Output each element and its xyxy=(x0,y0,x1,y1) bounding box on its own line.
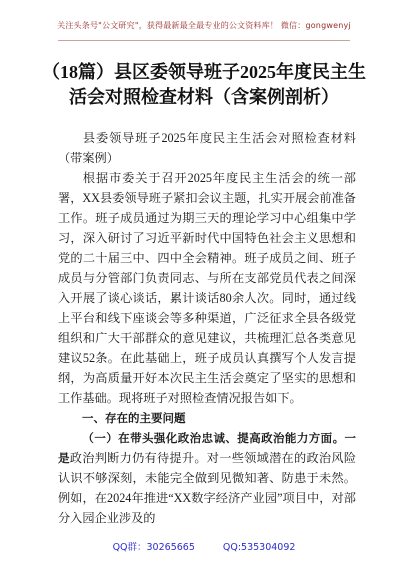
subheading: （一）在带头强化政治忠诚、提高政治能力方面。一是 xyxy=(58,431,356,465)
subtitle-text: 县委领导班子2025年度民主生活会对照检查材料（带案例） xyxy=(58,131,356,165)
section-paragraph-text: 政治判断力仍有待提升。对一些领域潜在的政治风险认识不够深刻，未能完全做到见微知著、防患于未然。例如，在2024年推进“XX数字经济产业园”项目中，对部分入园企业涉及的 xyxy=(58,451,357,525)
intro-text: 根据市委关于召开2025年度民主生活会的统一部署，XX县委领导班子紧扣会议主题，扎实开展会前准备工作。班子成员通过为期三天的理论学习中心组集中学习，深入研讨了习近平新时代中国特色社会主义思想和党的二十届三中、四中全会精神。班子成员之间、班子成员与分管部门负责同志、与所在支部党员代表之间深入开展了谈心谈话，累计谈话80余人次。同时，通过线上平台和线下座谈会等多种渠道，广泛征求全县各级党组织和广大干部群众的意见建议，共梳理汇总各类意见建议52条。在此基础上，班子成员认真撰写个人发言提纲，为高质量开好本次民主生活会奠定了坚实的思想和工作基础。现将班子对照检查情况报告如下。 xyxy=(58,171,356,405)
intro-paragraph xyxy=(58,168,356,408)
section-heading xyxy=(58,408,356,428)
document-title: （18篇）县区委领导班子2025年度民主生活会对照检查材料（含案例剖析） xyxy=(42,62,366,107)
qq-contact: QQ:535304092 xyxy=(222,542,296,553)
promo-banner: 关注头条号"公文研究"，获得最新最全最专业的公文资料库！ 微信：gongwenyj xyxy=(57,21,351,30)
qq-group: QQ群：30265665 xyxy=(112,542,195,553)
section-heading-text: 一、存在的主要问题 xyxy=(82,411,186,425)
banner-divider xyxy=(58,40,350,41)
section-paragraph xyxy=(58,428,356,528)
contact-footer xyxy=(0,539,408,553)
document-subtitle xyxy=(58,128,356,168)
